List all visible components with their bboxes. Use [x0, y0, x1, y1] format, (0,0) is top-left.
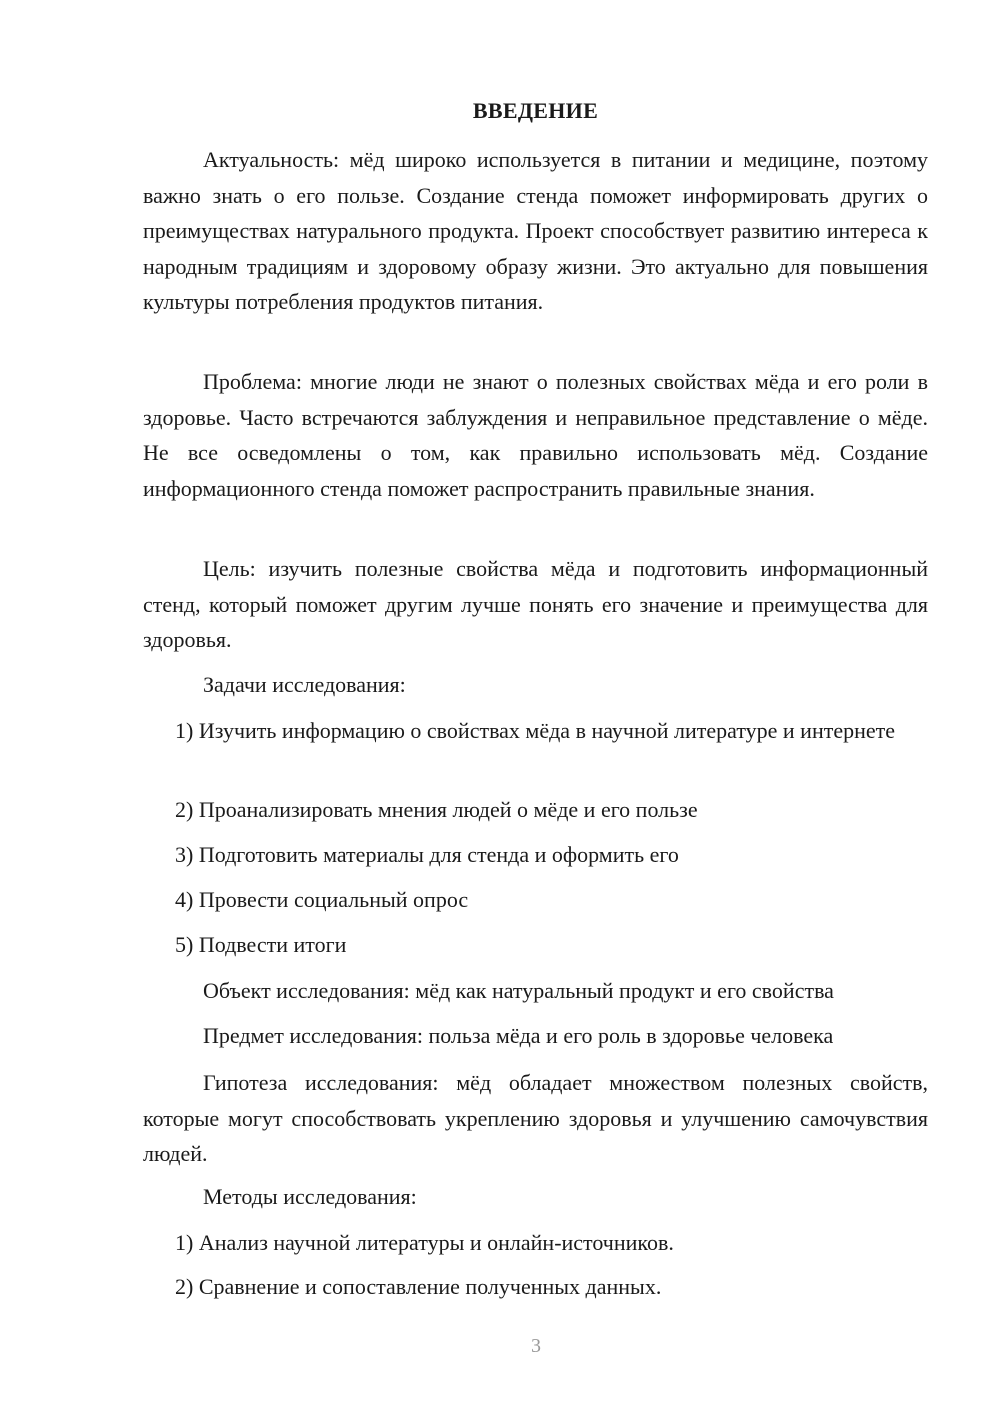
task-item: 4) Провести социальный опрос	[175, 887, 469, 912]
task-item: 5) Подвести итоги	[175, 932, 347, 957]
tasks-heading: Задачи исследования:	[203, 672, 406, 697]
goal-paragraph: Цель: изучить полезные свойства мёда и подготовить информационный стенд, который поможет другим лучше понять его значение и преимущества для здоровья.	[143, 556, 928, 652]
relevance-paragraph: Актуальность: мёд широко используется в питании и медицине, поэтому важно знать о его пользе. Создание стенда поможет информировать других о преимуществах натурального продукта. Проект способствует развитию интереса к народным традициям и здоровому образу жизни. Это актуально для повышения культуры потребления продуктов питания.	[143, 147, 928, 314]
problem-paragraph: Проблема: многие люди не знают о полезных свойствах мёда и его роли в здоровье. Часто встречаются заблуждения и неправильное представление о мёде. Не все осведомлены о том, как правильно использовать мёд. Создание информационного стенда поможет распространить правильные знания.	[143, 369, 928, 501]
hypothesis-paragraph: Гипотеза исследования: мёд обладает множеством полезных свойств, которые могут способствовать укреплению здоровья и улучшению самочувствия людей.	[143, 1070, 928, 1166]
methods-heading: Методы исследования:	[203, 1184, 417, 1209]
page-title: ВВЕДЕНИЕ	[472, 98, 599, 123]
method-item: 1) Анализ научной литературы и онлайн-источников.	[175, 1230, 674, 1255]
task-item: 3) Подготовить материалы для стенда и оформить его	[175, 842, 679, 867]
task-item: 2) Проанализировать мнения людей о мёде и его пользе	[175, 797, 698, 822]
research-subject: Предмет исследования: польза мёда и его роль в здоровье человека	[203, 1023, 834, 1048]
task-item: 1) Изучить информацию о свойствах мёда в научной литературе и интернете	[175, 718, 896, 743]
method-item: 2) Сравнение и сопоставление полученных данных.	[175, 1274, 662, 1299]
page-number: 3	[531, 1335, 541, 1357]
research-object: Объект исследования: мёд как натуральный продукт и его свойства	[203, 978, 834, 1003]
